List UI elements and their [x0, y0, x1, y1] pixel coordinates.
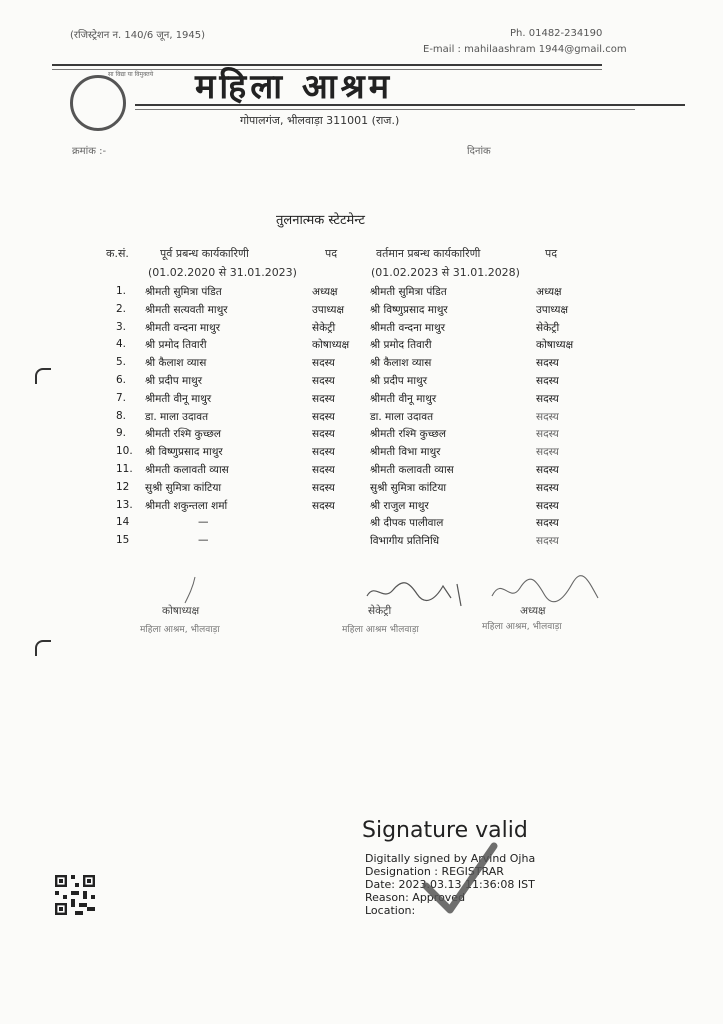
row-curr-post: सेकेट्री: [536, 321, 560, 334]
header-post-1: पद: [325, 247, 338, 260]
row-curr-member: श्री राजुल माथुर: [370, 499, 429, 512]
row-sno: 9.: [116, 427, 127, 440]
row-curr-post: सदस्य: [536, 410, 559, 423]
logo-tagline: सा विद्या या विमुक्तये: [108, 71, 154, 78]
row-curr-member: श्रीमती कलावती व्यास: [370, 464, 454, 476]
header-rule-bottom-2: [135, 109, 635, 110]
row-curr-member: श्रीमती वीनू माथुर: [370, 392, 437, 405]
row-prev-post: सेकेट्री: [312, 321, 336, 334]
signature-title-president: अध्यक्ष: [520, 605, 546, 617]
row-prev-member: श्रीमती वन्दना माथुर: [145, 321, 221, 334]
phone-number: Ph. 01482-234190: [510, 28, 603, 39]
row-prev-member: श्रीमती वीनू माथुर: [145, 392, 212, 405]
organization-logo-icon: [70, 75, 126, 131]
row-curr-post: सदस्य: [536, 464, 559, 476]
row-sno: 11.: [116, 463, 133, 475]
row-sno: 12: [116, 480, 130, 493]
row-curr-post: सदस्य: [536, 357, 559, 370]
signature-title-treasurer: कोषाध्यक्ष: [162, 605, 200, 617]
row-curr-member: श्रीमती वन्दना माथुर: [370, 321, 446, 334]
row-prev-post: सदस्य: [312, 375, 335, 387]
row-sno: 6.: [116, 374, 127, 386]
row-sno: 4.: [116, 338, 127, 351]
row-curr-member: श्री प्रमोद तिवारी: [370, 339, 432, 352]
row-curr-post: सदस्य: [536, 428, 559, 441]
row-curr-member: श्री दीपक पालीवाल: [370, 517, 444, 530]
row-sno: 15: [116, 534, 130, 547]
row-sno: 14: [116, 516, 130, 529]
checkmark-icon: [420, 840, 500, 915]
row-prev-post: कोषाध्यक्ष: [312, 339, 350, 352]
row-curr-post: सदस्य: [536, 499, 559, 512]
reference-label: क्रमांक :-: [72, 146, 107, 157]
row-curr-post: सदस्य: [536, 392, 559, 405]
registration-number: (रजिस्ट्रेशन न. 140/6 जून, 1945): [70, 30, 206, 41]
row-prev-post: सदस्य: [312, 464, 335, 476]
signature-location: Location:: [365, 904, 416, 917]
row-prev-post: सदस्य: [312, 392, 335, 405]
row-prev-member: श्री विष्णुप्रसाद माथुर: [145, 446, 223, 459]
row-prev-post: सदस्य: [312, 410, 335, 423]
row-prev-member: श्रीमती शकुन्तला शर्मा: [145, 499, 228, 512]
signed-by: Digitally signed by Arvind Ojha: [365, 852, 536, 865]
header-post-2: पद: [545, 247, 558, 260]
signature-valid-heading: Signature valid: [362, 818, 528, 843]
row-curr-member: श्री विष्णुप्रसाद माथुर: [370, 303, 448, 316]
row-curr-member: सुश्री सुमित्रा कांटिया: [370, 481, 447, 494]
row-prev-member: श्रीमती सत्यवती माथुर: [145, 303, 228, 316]
header-curr-exec: वर्तमान प्रबन्ध कार्यकारिणी: [376, 247, 481, 260]
row-prev-member: डा. माला उदावत: [145, 410, 209, 423]
row-sno: 8.: [116, 409, 127, 422]
row-curr-member: श्रीमती रश्मि कुच्छल: [370, 428, 446, 441]
header-sno: क.सं.: [106, 247, 129, 260]
row-curr-post: कोषाध्यक्ष: [536, 339, 574, 352]
president-signature-icon: [488, 574, 608, 610]
row-curr-member: विभागीय प्रतिनिधि: [370, 535, 440, 548]
punch-mark-bottom: [35, 640, 51, 656]
row-sno: 10.: [116, 445, 133, 458]
row-curr-post: उपाध्यक्ष: [536, 303, 569, 316]
treasurer-signature-icon: [175, 575, 215, 605]
punch-mark-top: [35, 368, 51, 384]
signature-reason: Reason: Approved: [365, 891, 466, 904]
row-prev-member: श्रीमती कलावती व्यास: [145, 464, 229, 476]
row-curr-post: सदस्य: [536, 517, 559, 530]
row-sno: 7.: [116, 391, 127, 404]
date-label: दिनांक: [467, 146, 491, 157]
email-address: E-mail : mahilaashram 1944@gmail.com: [423, 44, 627, 55]
row-prev-member: श्री प्रमोद तिवारी: [145, 339, 207, 352]
row-prev-member: श्री प्रदीप माथुर: [145, 375, 203, 387]
document-title: तुलनात्मक स्टेटमेन्ट: [276, 213, 365, 228]
qr-code-icon: [55, 875, 95, 915]
row-prev-post: सदस्य: [312, 357, 335, 370]
row-prev-post: उपाध्यक्ष: [312, 303, 345, 316]
row-prev-post: सदस्य: [312, 428, 335, 441]
organization-name: महिला आश्रम: [195, 67, 394, 107]
row-curr-post: सदस्य: [536, 446, 559, 459]
row-prev-member: श्री कैलाश व्यास: [145, 357, 207, 370]
signature-org-treasurer: महिला आश्रम, भीलवाड़ा: [140, 625, 220, 635]
row-curr-post: सदस्य: [536, 481, 559, 494]
row-curr-member: श्रीमती सुमित्रा पंडित: [370, 286, 447, 298]
row-sno: 5.: [116, 356, 127, 369]
row-curr-member: डा. माला उदावत: [370, 410, 434, 423]
header-curr-period: (01.02.2023 से 31.01.2028): [371, 266, 520, 279]
signature-title-secretary: सेकेट्री: [368, 605, 392, 617]
row-sno: 3.: [116, 320, 127, 333]
row-prev-member: श्रीमती रश्मि कुच्छल: [145, 428, 221, 441]
row-sno: 1.: [116, 285, 127, 297]
row-sno: 13.: [116, 498, 133, 511]
row-curr-member: श्रीमती विभा माथुर: [370, 446, 441, 459]
signer-designation: Designation : REGISTRAR: [365, 865, 504, 878]
row-prev-post: अध्यक्ष: [312, 286, 338, 298]
row-sno: 2.: [116, 302, 127, 315]
row-prev-post: सदस्य: [312, 446, 335, 459]
signature-org-secretary: महिला आश्रम भीलवाड़ा: [342, 625, 419, 635]
header-prev-exec: पूर्व प्रबन्ध कार्यकारिणी: [160, 247, 249, 260]
row-curr-post: सदस्य: [536, 535, 559, 548]
row-prev-member: —: [198, 534, 209, 547]
header-prev-period: (01.02.2020 से 31.01.2023): [148, 266, 297, 279]
organization-address: गोपालगंज, भीलवाड़ा 311001 (राज.): [240, 114, 400, 127]
row-curr-member: श्री प्रदीप माथुर: [370, 375, 428, 387]
row-curr-post: अध्यक्ष: [536, 286, 562, 298]
row-prev-post: सदस्य: [312, 499, 335, 512]
row-curr-post: सदस्य: [536, 375, 559, 387]
row-prev-member: श्रीमती सुमित्रा पंडित: [145, 286, 222, 298]
row-prev-member: सुश्री सुमित्रा कांटिया: [145, 481, 222, 494]
row-curr-member: श्री कैलाश व्यास: [370, 357, 432, 370]
signature-org-president: महिला आश्रम, भीलवाड़ा: [482, 622, 562, 632]
row-prev-post: सदस्य: [312, 481, 335, 494]
row-prev-member: —: [198, 516, 209, 529]
signature-date: Date: 2023.03.13 11:36:08 IST: [365, 878, 535, 891]
